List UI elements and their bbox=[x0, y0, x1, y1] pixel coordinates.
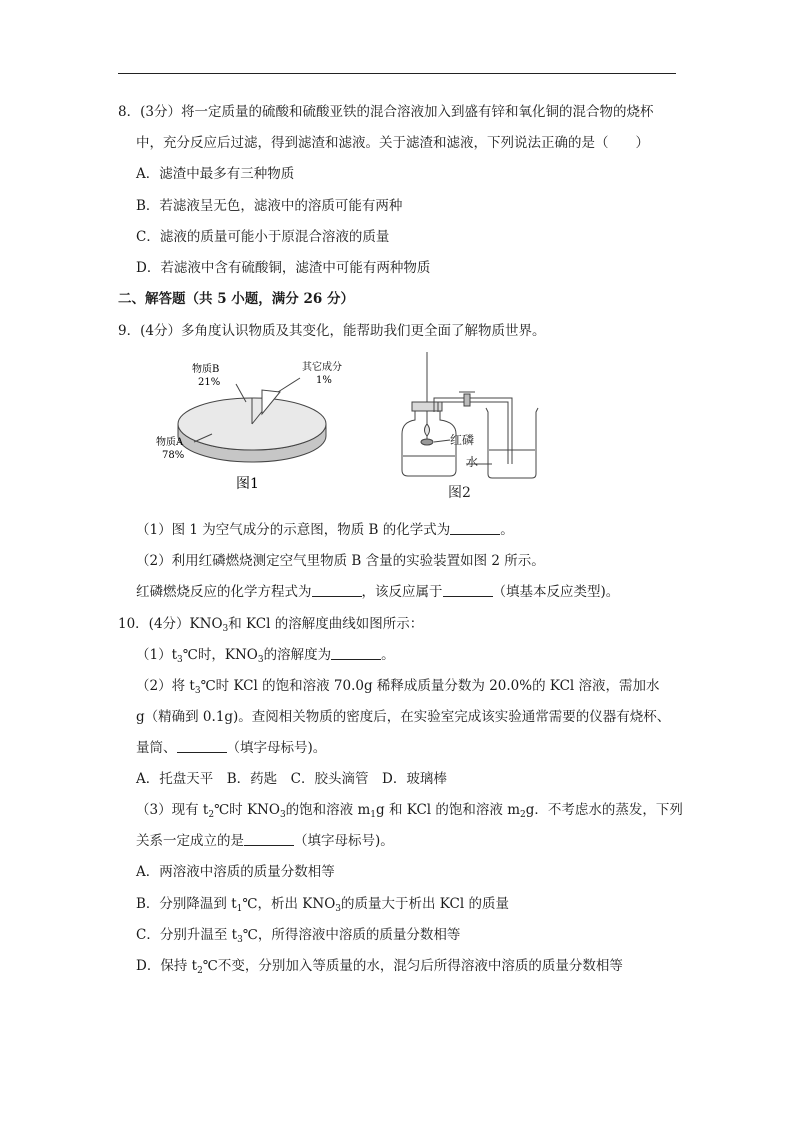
answer-blank[interactable] bbox=[331, 647, 381, 660]
q9-part2-equation: 红磷燃烧反应的化学方程式为 ，该反应属于 （填基本反应类型)。 bbox=[136, 584, 620, 600]
q8-stem-line2: 中，充分反应后过滤，得到滤渣和滤液。关于滤渣和滤液，下列说法正确的是（ ） bbox=[136, 135, 649, 151]
answer-blank[interactable] bbox=[312, 584, 362, 597]
q10-part3-line2: 关系一定成立的是 （填字母标号)。 bbox=[136, 833, 394, 849]
apparatus-label-water: 水 bbox=[466, 455, 479, 469]
figure1-caption: 图1 bbox=[236, 476, 259, 492]
answer-blank[interactable] bbox=[450, 522, 500, 535]
q10-part1: $(1)t_3℃$时，$KNO_3$的溶解度为 。 bbox=[136, 647, 395, 665]
q9-stem: 9．(4分）多角度认识物质及其变化，能帮助我们更全面了解物质世界。 bbox=[118, 323, 546, 339]
q9-part2: （2）利用红磷燃烧测定空气里物质 B 含量的实验装置如图 2 所示。 bbox=[136, 553, 545, 569]
pie-pct-b: 21% bbox=[198, 377, 221, 388]
pie-label-b: 物质B bbox=[192, 364, 220, 375]
q8-option-a: A．滤渣中最多有三种物质 bbox=[136, 166, 295, 182]
q10-option-b: B．分别降温到 $t_1℃$，析出 $KNO_3$的质量大于析出 KCl 的质量 bbox=[136, 896, 509, 914]
answer-blank[interactable] bbox=[177, 740, 227, 753]
apparatus-label-phosphorus: 红磷 bbox=[450, 433, 475, 447]
header-rule bbox=[118, 73, 676, 74]
q10-part2-line3: 量筒、 （填字母标号)。 bbox=[136, 740, 327, 756]
pie-pct-other: 1% bbox=[316, 375, 332, 386]
q8-option-b: B．若滤液呈无色，滤液中的溶质可能有两种 bbox=[136, 198, 403, 214]
q10-part2-line1: （2）将 $t_3℃$时 KCl 的饱和溶液 70.0g 稀释成质量分数为 20.0%的 KCl 溶液，需加水 bbox=[136, 678, 660, 696]
q8-option-c: C．滤液的质量可能小于原混合溶液的质量 bbox=[136, 229, 390, 245]
q10-part2-options: A．托盘天平 B．药匙 C．胶头滴管 D．玻璃棒 bbox=[136, 771, 447, 787]
q9-part1: （1）图 1 为空气成分的示意图，物质 B 的化学式为 。 bbox=[136, 522, 514, 538]
q8-option-d: D．若滤液中含有硫酸铜，滤渣中可能有两种物质 bbox=[136, 260, 431, 276]
pie-label-other: 其它成分 bbox=[302, 362, 342, 373]
figure2-caption: 图2 bbox=[448, 485, 471, 501]
answer-blank[interactable] bbox=[443, 584, 493, 597]
figure1-pie-chart bbox=[156, 360, 342, 492]
q9-figures bbox=[150, 352, 570, 507]
pie-pct-a: 78% bbox=[162, 450, 185, 461]
q10-part2-line2: g（精确到 0.1g)。查阅相关物质的密度后，在实验室完成该实验通常需要的仪器有烧杯、 bbox=[136, 709, 671, 725]
q8-stem-line1: 8．(3分）将一定质量的硫酸和硫酸亚铁的混合溶液加入到盛有锌和氧化铜的混合物的烧杯 bbox=[118, 104, 654, 120]
q10-option-d: D．保持 $t_2℃$不变，分别加入等质量的水，混匀后所得溶液中溶质的质量分数相等 bbox=[136, 958, 623, 976]
q10-part3-line1: （3）现有 $t_2℃$时 $KNO_3$的饱和溶液 $m_1g$ 和 KCl 的饱和溶液 $m_2g$．不考虑水的蒸发，下列 bbox=[136, 802, 683, 820]
q10-option-a: A．两溶液中溶质的质量分数相等 bbox=[136, 864, 335, 880]
answer-blank[interactable] bbox=[244, 833, 294, 846]
section-heading: 二、解答题（共 5 小题，满分 26 分） bbox=[118, 291, 354, 307]
q10-option-c: C．分别升温至 $t_3℃$，所得溶液中溶质的质量分数相等 bbox=[136, 927, 461, 945]
pie-label-a: 物质A bbox=[156, 437, 184, 448]
q10-stem: 10．(4分）$KNO_3$和 KCl 的溶解度曲线如图所示： bbox=[118, 616, 424, 634]
